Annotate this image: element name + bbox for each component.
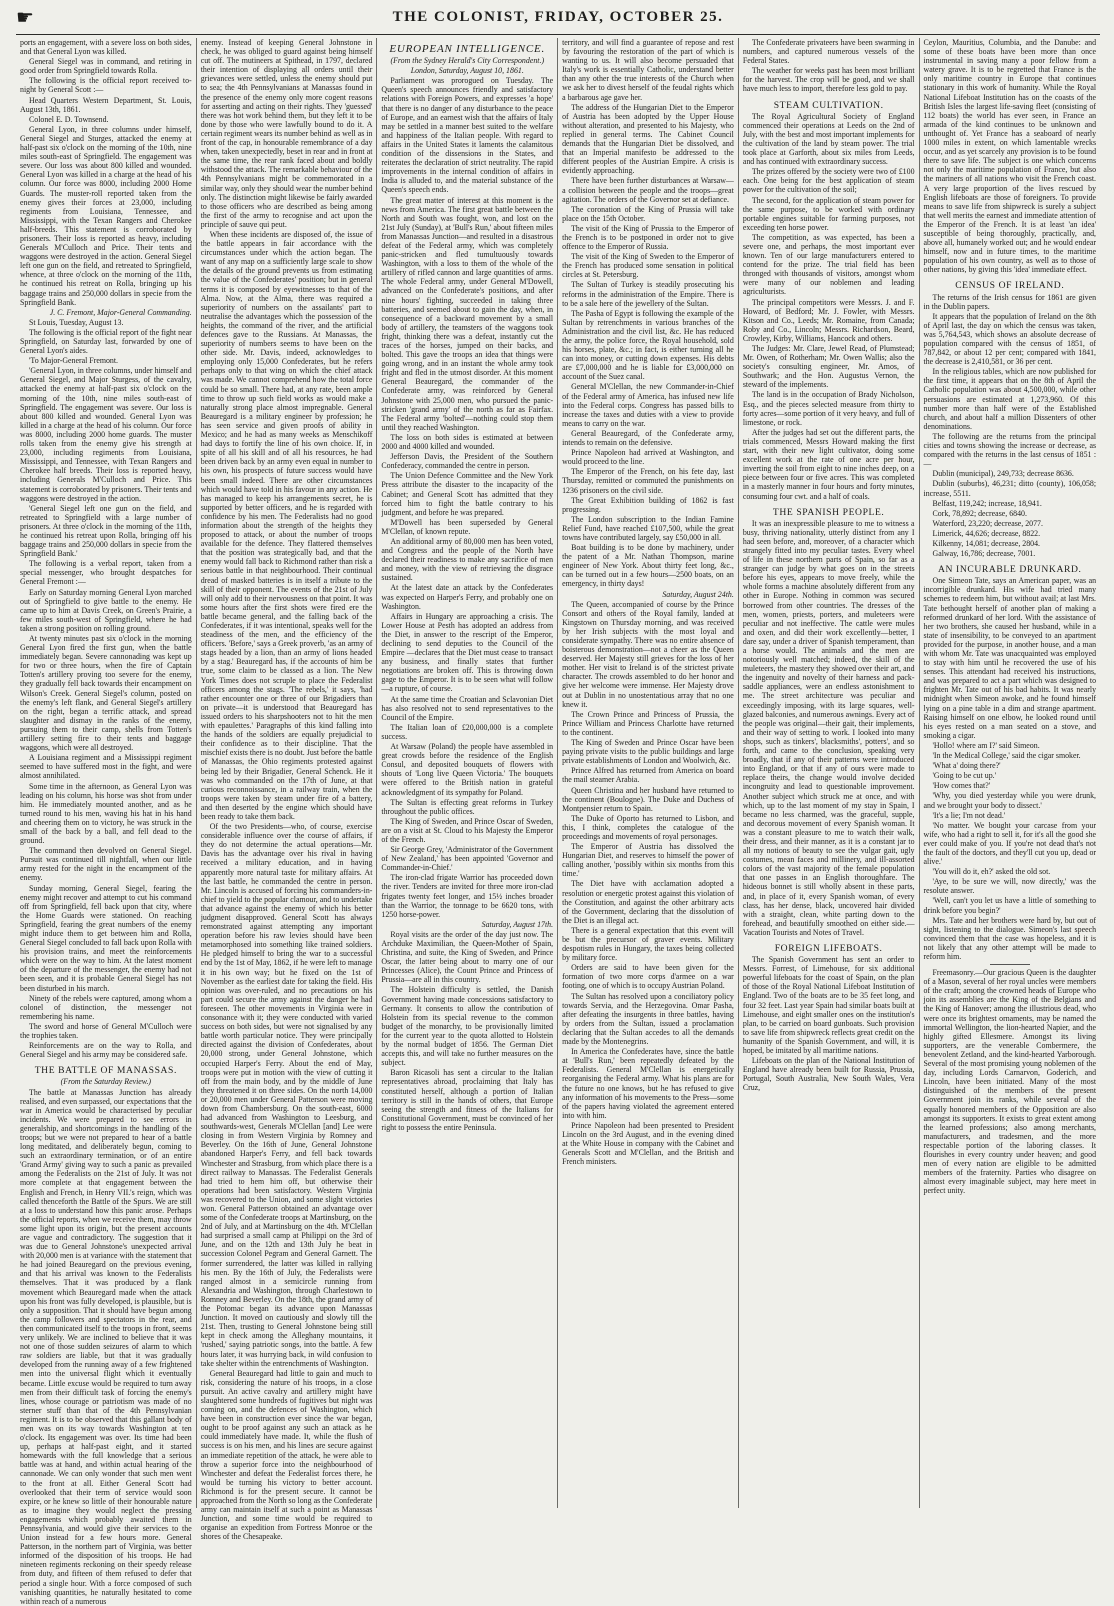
article-paragraph: The weather for weeks past has been most brilliant for the harvest. The crop will be good, and we shall have much less to import, therefore less gold to pay. — [742, 66, 915, 94]
article-paragraph: Parliament was prorogued on Tuesday. The Queen's speech announces friendly and satisfactory relations with Foreign Powers, and expresses 'a hope' that there is no danger of any disturbance to the peace of Europe, and an earnest wish that the affairs of Italy may be settled in a manner best suited to the welfare and happiness of the Italian people. With regard to affairs in the United States it laments the calamitous condition of the dissensions in the States, and reiterates the declaration of strict neutrality. The rapid improvements in the internal condition of affairs in India is alluded to, and the material substance of the Queen's speech ends. — [381, 76, 554, 195]
article-paragraph: The Sultan has resolved upon a conciliatory policy towards Servia, and the Herzegovina. Omar Pasha, after defeating the insurgents in three battles, having by orders from the Sultan, issued a proclamation declaring that the Sultan accedes to all the demands made by the Montenegrins. — [562, 991, 734, 1047]
article-paragraph: The land is in the occupation of Brady Nicholson, Esq., and the pieces selected measure from thirty to forty acres—some portion of it very heavy, and full of limestone, or rock. — [742, 390, 915, 427]
article-paragraph: General M'Clellan, the new Commander-in-Chief of the Federal army of America, has infused new life into the Federal corps. Congress has passed bills to increase the taxes and duties with a view to provide means to carry on the war. — [562, 382, 734, 428]
article-paragraph: Mrs. Tate and her brothers were hard by, but out of sight, listening to the dialogue. Simeon's last speech convinced them that the case was hopeless, and it is not likely that any other attempt will be made to reform him. — [923, 915, 1097, 961]
article-paragraph: In America the Confederates have, since the battle at 'Bull's Run,' been repeatedly defeated by the Federalists. General M'Clellan is energetically reorganising the Federal army. What his plans are for the future no one knows, but he has refused to give any information of his movements to the Press—some of the papers having violated the agreement entered into with him. — [562, 1047, 734, 1120]
column-3 — [377, 38, 558, 1508]
article-paragraph: Freemasonry.—Our gracious Queen is the daughter of a Mason, several of her royal uncles were members of the craft; among the crowned heads of Europe who join its assemblies are the King of the Belgians and the King of Hanover; among the illustrious dead, who were once its brightest ornaments, may be named the immortal Wellington, the lion-hearted Napier, and the highly gifted Ellesmere. Amongst its living supporters, are the venerable Combermere, the benevolent Zetland, and the kind-hearted Yarborough. Several of the most promising young noblemen of the day, including Lords Carnarvon, Goderich, and Lincoln, have been initiated. Many of the most distinguished of the members of the present Government join its ranks, while several of the equally honored members of the Opposition are also amongst its supporters. It exists to great extent among the learned professions; also among merchants, manufacturers, and tradesmen, and the more respectable portion of the laboring classes. It flourishes in every country under heaven; and good men of every nation are eligible to be admitted members of the fraternity. Parties who disagree on almost every imaginable subject, may here meet in perfect unity. — [923, 968, 1097, 1196]
article-paragraph: The London subscription to the Indian Famine Relief Fund, have reached £107,500, while the great towns have contributed largely, say £50,000 in all. — [562, 514, 734, 542]
article-paragraph: The battle at Manassas Junction has already realised, and even surpassed, our expectations that the war in America would be characterised by peculiar incidents. We were prepared to see errors in generalship, and shortcomings in the handling of the troops; but we were not prepared to hear of a battle long meditated, and deliberately begun, coming to such an extraordinary termination, or of an entire 'Grand Army' giving way to such a panic as prevailed among the Federalists on the 21st of July. It was not more complete at that engagement between the English and French, in Henry VII.'s reign, which was called thenceforth the Battle of the Spurs. We are still at a loss to understand how this panic arose. Perhaps the official reports, when we receive them, may throw some light upon its origin, but the present accounts are vague and contradictory. The suggestion that it was due to General Johnstone's unexpected arrival with 20,000 men is at variance with the statement that he had joined Beauregard on the previous evening, and that his arrival was known to the Federalists themselves. That it was produced by a flank movement which Beauregard made when the attack upon his front was fully developed, is plausible, but is only a supposition. That it should have begun among the camp followers and spectators in the rear, and then communicated itself to the troops in front, seems very unlikely. We are inclined to believe that it was not one of those sudden seizures of alarm to which raw soldiers are liable, but that it was gradually developed from the running away of a few frightened men into the universal flight which it eventually became. Little excuse would be required to turn away men from their difficult task of forcing the enemy's lines, whose courage or patriotism was made of no sterner stuff than that of the 4th Pennsylvanian regiment. It is to be observed that this gallant body of men was on its way towards Washington at ten o'clock. Its engagement was over. Its time had been up, perhaps at half-past eight, and it started homewards with the full knowledge that a serious battle was at hand, and within actual hearing of the cannonade. We can only wonder that such men went to the front at all. Either General Scott had overlooked that their term of service would soon expire, or he knew so little of their honourable nature as to imagine they would neglect the pressing engagements which probably awaited them in Pennsylvania, and would give their services to the Union instead for a few hours more. General Patterson, in the northern part of Virginia, was better informed of the disposition of his troops. He had nineteen regiments reckoning on their speedy release from duty, and fifteen of them refused to defer that period a single hour. With a force composed of such vanishing quantities, he naturally hesitated to come within reach of a numerous — [20, 1087, 192, 1606]
column-5 — [739, 38, 920, 1508]
article-paragraph: Dublin (municipal), 249,733; decrease 8636. — [932, 469, 1074, 479]
column-6 — [920, 38, 1101, 1508]
article-paragraph: The King of Sweden, and Prince Oscar of Sweden, are on a visit at St. Cloud to his Majesty the Emperor of the French. — [381, 816, 554, 844]
article-paragraph: There is a general expectation that this event will be but the precursor of graver events. Military despotism rules in Hungary, the taxes being collected by military force. — [562, 925, 734, 963]
article-paragraph: The command then devolved on General Siegel. Pursuit was continued till nightfall, when our little army rested for the night in the encampment of the enemy. — [20, 846, 192, 883]
article-paragraph: Kilkenny, 14,081; decrease, 2804. — [932, 538, 1041, 548]
article-paragraph: After the judges had set out the different parts, the trials commenced, Messrs Howard making the first start, with their new light cultivator, doing some excellent work at the rate of one acre per hour, inverting the soil from eight to nine inches deep, on a piece between four or five acres. This was completed in a masterly manner in four hours and forty minutes, consuming four cwt. and a half of coals. — [742, 427, 915, 501]
article-paragraph: 'How comes that?' — [932, 781, 991, 791]
article-paragraph: The Spanish Government has sent an order to Messrs. Forrest, of Limehouse, for six additional powerful lifeboats for the coast of Spain, on the plan of those of the Royal National Lifeboat Institution of England. Two of the boats are to be 35 feet long, and four 32 feet. Last year Spain had similar boats built at Limehouse, and eight smaller ones on the institution's plan, to be carried on board gunboats. Such provision to save life from shipwreck reflects great credit on the humanity of the Spanish Government, and will, it is hoped, be imitated by all maritime nations. — [742, 955, 915, 1056]
article-paragraph: Prince Alfred has returned from America on board the mail steamer Arabia. — [562, 766, 734, 785]
article-paragraph: The sword and horse of General M'Culloch were the trophies taken. — [20, 1021, 192, 1041]
article-paragraph: The Royal Agricultural Society of England commenced their operations at Leeds on the 2nd of July, with the best and most important implements for the cultivation of the land by steam power. The trial took place at Garforth, about six miles from Leeds, and has continued with extraordinary success. — [742, 111, 915, 167]
article-paragraph: The Holstein difficulty is settled, the Danish Government having made concessions satisfactory to Germany. It consents to allow the contribution of Holstein from its special revenue to the common budget of the monarchy, to be provisionally limited for the current year to the quota allotted to Holstein by the normal budget of 1856. The German Diet accepts this, and will take no further measures on the subject. — [381, 985, 554, 1068]
article-paragraph: Some time in the afternoon, as General Lyon was leading on his column, his horse was shot from under him. He immediately mounted another, and as he turned round to his men, waving his hat in his hand and cheering them on to victory, he was struck in the small of the back by a ball, and fell dead to the ground. — [20, 781, 192, 846]
article-paragraph: Cork, 78,892; decrease, 6840. — [932, 508, 1027, 518]
article-paragraph: The iron-clad frigate Warrior has proceeded down the river. Tenders are invited for three more iron-clad frigates twenty feet longer, and 15½ inches broader than the Warrior, the tonnage to be 6620 tons, with 1250 horse-power. — [381, 873, 554, 919]
column-2 — [197, 38, 378, 1542]
article-paragraph: 'What a' doing there?' — [932, 761, 1001, 771]
article-paragraph: Belfast, 119,242; increase, 18,941. — [932, 498, 1042, 508]
article-paragraph: Ninety of the rebels were captured, among whom a colonel of distinction, the messenger not remembering his name. — [20, 993, 192, 1021]
article-paragraph: Waterford, 23,220; decrease, 2077. — [932, 518, 1043, 528]
article-paragraph: At the latest date an attack by the Confederates was expected on Harper's Ferry, and probably one on Washington. — [381, 583, 554, 611]
article-paragraph: Of the two Presidents—who, of course, exercise considerable influence over the course of affairs, if they do not determine the actual operations—Mr. Davis has the advantage over his rival in having received a military education, and in having apparently more natural taste for military affairs. At the last battle, he commanded the centre in person. Mr. Lincoln is accused of forcing his commanders-in-chief to yield to the popular clamour, and to undertake that advance against the enemy of which his better judgment disapproved. General Scott has always remonstrated against attempting any important operation before his raw levies should have been metamorphosed into something like trained soldiers. He pledged himself to bring the war to a successful end by the 1st of May, 1862, if he were left to manage it in his own way; but he fixed on the 1st of November as the earliest date for taking the field. His opinion was over-ruled, and no precautions on his part could secure the army against the danger he had foreseen. The other movements in Virginia were in consonance with it; they were conducted with varied success on both sides, but were not signalised by any battle worth particular notice. They were principally directed against the division of Confederates, about 20,000 strong, under General Johnstone, which occupied Harper's Ferry. About the end of May, troops were put in motion with the view of cutting it off from the main body, and by the middle of June they threatened it on three sides. On the north 14,000 or 20,000 men under General Patterson were moving down from Chambersburg. On the south-east, 6000 had advanced from Washington to Leesburg, and southwards-west, Generals M'Clellan [and] Lee were closing in from Western Virginia by Romney and Beverley. On the 16th of June, General Johnstone abandoned Harper's Ferry, and fell back towards Winchester and Strasburg, from which place there is a direct railway to Manassas. The Federalist Generals had tried to hem him off, but otherwise their operations had been satisfactory. Western Virginia was recovered to the Union, and some slight victories won. General Patterson obtained an advantage over some of the Confederate troops at Martinsburg, on the 2nd of July, and at Martinsburg on the 4th. M'Clellan had surprised a small camp at Philippi on the 3rd of June, and on the 12th and 13th July he beat in succession Colonel Pegram and General Garnett. The former surrendered, the latter was killed in rallying his men. By the 16th of July, the Federalists were ranged almost in a semicircle running from Alexandria and Washington, through Charlestown to Romney and Beverley. On the 18th, the grand army of the Potomac began its advance upon Manassas Junction. It moved on cautiously and slowly till the 21st. Then, trusting to General Johnstone being still kept in check among the Alleghany mountains, it 'rushed,' saying patriotic songs, into the battle. A few hours later, it was hurrying back, in wild confusion to take shelter within the entrenchments of Washington. — [200, 822, 373, 1368]
article-paragraph: Early on Saturday morning General Lyon marched out of Springfield to give battle to the enemy. He came up to him at Davis Creek, on Green's Prairie, a few miles south-west of Springfield, where he had taken a strong position on rolling ground. — [20, 587, 192, 633]
article-paragraph: A Louisiana regiment and a Mississippi regiment seemed to have suffered most in the fight, and were almost annihilated. — [20, 753, 192, 781]
article-paragraph: 'Going to be cut up.' — [932, 771, 997, 781]
article-paragraph: An additional army of 80,000 men has been voted, and Congress and the people of the North have declared their readiness to make any sacrifice of men and money, with the view of retrieving the disgrace sustained. — [381, 536, 554, 583]
article-paragraph: (From the Sydney Herald's City Correspondent.) — [390, 56, 545, 66]
article-paragraph: The Sultan of Turkey is steadily prosecuting his reforms in the administration of the Empire. There is to be a sale here of the jewellery of the Sultan. — [562, 280, 734, 308]
article-paragraph: The following is a verbal report, taken from a special messenger, who brought despatches for General Fremont :— — [20, 559, 192, 587]
article-paragraph: General Lyon, in three columns under himself, General Siegel and Sturges, attacked the enemy at half-past six o'clock on the morning of the 10th, nine miles south-east of Springfield. The engagement was severe. Our loss was about 800 killed and wounded. General Lyon was killed in a charge at the head of his column. Our force was 8000, including 2000 Home Guards. The muster-roll reported taken from the enemy gives their forces at 23,000, including regiments from Louisiana, Tennessee, and Mississippi, with the Texan Rangers and Cherokee half-breeds. This statement is corroborated by prisoners. Their loss is reported as heavy, including Generals M'Culloch and Price. Their tents and waggons were destroyed in the action. General Siegel left one gun on the field, and retreated to Springfield, whence, at three o'clock on the morning of the 11th, he continued his retreat on Rolla, bringing up his baggage trains and 250,000 dollars in specie from the Springfield Bank. — [20, 124, 192, 307]
article-paragraph: Affairs in Hungary are approaching a crisis. The Lower House at Pesth has adopted an address from the Diet, in answer to the rescript of the Emperor, declining to send deputies to the Council of the Empire —declares that the Diet must cease to transact any business, and finally states that further negotiations are broken off. This is throwing down gage to the Emperor. It is to be seen what will follow—a rupture, of course. — [381, 611, 554, 694]
article-paragraph: The following is the official report received to-night by General Scott :— — [20, 76, 192, 95]
article-paragraph: It was an inexpressible pleasure to me to witness a busy, thriving nationality, utterly distinct from any I had seen before, and, moreover, of a character which strangely fitted into my peculiar tastes. Every wheel of life in these northern parts of Spain, so far as a stranger can judge by what goes on in the streets before his eyes, appears to move freely, while the whole forms a machine absolutely different from any other in Europe. Nothing in common was secured borrowed from other countries. The dresses of the men, women, priests, porters, and muleteers were peculiar and not ineffective. The cattle were mules and oxen, and did their work excellently—better, I dare say, under a driver of Spanish temperament, than a horse would. The animals and the men are notoriously well matched; indeed, the skill of the muleteers, the mastery they showed over their art, and the ingenuity and novelty of their harness and pack-saddle appliances, were an endless astonishment to me. The street architecture was peculiar and exceedingly imposing, with its large squares, well-glazed balconies, and numerous awnings. Every act of the people was original—their gait, their implements, and their way of setting to work. I looked into many shops, such as tinkers', blacksmiths', potters', and so forth, and came to the conclusion, speaking very broadly, that if any of their patterns were introduced into England, or that if any of ours were made to replace theirs, the change would involve decided incongruity and lead to questionable improvement. Another subject which struck me at once, and with which, up to the last moment of my stay in Spain, I became no less charmed, was the graceful, supple, and decorous movement of every Spanish woman. It was a constant pleasure to me to watch their walk, their dress, and their manner, as it is a constant jar to all my notions of beauty to see the vulgar gait, ugly costumes, mean faces and millinery, and ill-assorted colors of the vast majority of the female population that one passes in an English thoroughfare. The hideous bonnet is still wholly absent in these parts, and, in place of it, every Spanish woman, of every class, has her dense, black, uncovered hair divided with a straight, clean, white parting down to the forehead, and beautifully smoothed on either side.—Vacation Tourists and Notes of Travel. — [742, 518, 915, 937]
article-paragraph: St Louis, Tuesday, August 13. — [29, 317, 124, 327]
article-paragraph: The Diet have with acclamation adopted a resolution or energetic protest against this violation of the Constitution, and against the other arbitrary acts of the Government, declaring that the dissolution of the Diet is an illegal act. — [562, 879, 734, 925]
article-paragraph: Dublin (suburbs), 46,231; ditto (county), 106,058; increase, 5511. — [923, 479, 1097, 498]
hand-pointer-icon: ☛ — [16, 6, 34, 29]
article-paragraph: The principal competitors were Messrs. J. and F. Howard, of Bedford; Mr. J. Fowler, with Messrs. Kitson and Co., Leeds; Mr. Romaine, from Canada; Roby and Co., Lincoln; Messrs. Richardson, Beard, Crowley, Kirby, Williams, Hancock and others. — [742, 297, 915, 343]
article-paragraph: 'It's a lie; I'm not dead.' — [932, 810, 1006, 820]
article-paragraph: 'To Major-General Fremont. — [29, 356, 119, 366]
article-paragraph: Saturday, August 17th. — [481, 919, 554, 929]
article-paragraph: The second, for the application of steam power for the same purpose, to be worked with ordinary portable engines suitable for farming purposes, not exceeding ten horse power. — [742, 195, 915, 232]
article-paragraph: At Warsaw (Poland) the people have assembled in great crowds before the residence of the English Consul, and deposited bouquets of flowers with shouts of 'Long live Queen Victoria.' The bouquets were offered to the British nation in grateful acknowledgment of its sympathy for Poland. — [381, 742, 554, 797]
article-paragraph: The Judges: Mr. Clare, Jewel Read, of Plumstead; Mr. Owen, of Rotherham; Mr. Owen Wallis; also the society's consulting engineer, Mr. Amos, of Southwark; and the Hon. Augustus Vernon, the steward of the implements. — [742, 344, 915, 390]
article-paragraph: Prince Napoleon had arrived at Washington, and would proceed to the line. — [562, 448, 734, 467]
article-paragraph: territory, and will find a guarantee of repose and rest by favouring the restoration of the part of which is wanting to us. It will also become persuaded that Italy's work is essentially Catholic, understand better than any other the true interests of the Church when we ask her to divest herself of the feudal rights which a barbarous age gave her. — [562, 38, 734, 102]
article-paragraph: The Crown Prince and Princess of Prussia, the Prince William and Princess Charlotte have returned to the continent. — [562, 709, 734, 737]
article-paragraph: The Queen, accompanied of course by the Prince Consort and others of the Royal family, landed at Kingstown on Thursday morning, and was received by her Irish subjects with the most loyal and considerate sympathy. There was no entire absence of boisterous demonstration—not a cheer as the Queen deserved. Her Majesty still grieves for the loss of her mother. Her visit to Ireland is of the strictest private character. The crowds assembled to do her honor and give her welcome were immense. Her Majesty drove out at Dublin in no unostentatious array that no one knew it. — [562, 599, 734, 709]
article-paragraph: The great matter of interest at this moment is the news from America. The first great battle between the North and South was fought, won, and lost on the 21st July (Sunday), at 'Bull's Run,' about fifteen miles from Manassas Junction—and resulted in a disastrous defeat of the Federal army, which was completely panic-stricken and fled tumultuously towards Washington, with a loss to them of the whole of the artillery of rifled cannon and large quantities of arms. The whole Federal army, under General M'Dowell, advanced on the Confederate's positions, and after nine hours' fighting, succeeded in taking three batteries, and seemed about to gain the day, when, in consequence of a backward movement by a small body of artillery, the teamsters of the waggons took fright, thinking there was a defeat, instantly cut the traces of the horses, jumped on their backs, and bolted. This gave the troops an idea that things were going wrong, and in an instant the whole army took fright and fled in the utmost disorder. At this moment General Beauregard, the commander of the Confederate army, was reinforced by General Johnstone with 25,000 men, who pursued the panic-stricken 'grand army' of the north as far as Fairfax. The Federal army 'bolted'—nothing could stop them until they reached Washington. — [381, 195, 554, 432]
article-paragraph: The visit of the King of Prussia to the Emperor of the French is to be postponed in order not to give offence to the Emperor of Russia. — [562, 223, 734, 252]
article-paragraph: The Sultan is effecting great reforms in Turkey throughout the public offices. — [381, 797, 554, 816]
column-4 — [558, 38, 739, 1508]
section-heading: STEAM CULTIVATION. — [773, 99, 884, 111]
article-paragraph: 'Why, you died yesterday while you were drunk, and we brought your body to dissect.' — [923, 791, 1097, 810]
article-paragraph: The following are the returns from the principal cities and towns showing the increase or decrease, as compared with the returns in the last census of 1851 :— — [923, 431, 1097, 469]
article-paragraph: The Pasha of Egypt is following the example of the Sultan by retrenchments in various branches of the Administration and the civil list, &c. He has reduced the army, the police force, the Royal household, sold his horses, plate, &c.; in fact, is either turning all he can into money, or cutting down expenses. His debts are £7,000,000 and he is liable for £3,000,000 on account of the Suez canal. — [562, 308, 734, 382]
article-paragraph: Reinforcements are on the way to Rolla, and General Siegel and his army may be considered safe. — [20, 1041, 192, 1060]
page-title: THE COLONIST, FRIDAY, OCTOBER 25. — [392, 8, 724, 25]
article-paragraph: At twenty minutes past six o'clock in the morning General Lyon fired the first gun, when the battle immediately began. Severe cannonading was kept up for two or three hours, when the fire of Captain Totten's artillery proving too severe for the enemy, they gradually fell back towards their encampment on Wilson's Creek. General Siegel's column, posted on the enemy's left flank, and General Siegel's artillery on the right, began a terrific attack, and spread slaughter and dismay in the ranks of the enemy, pursuing them to their camp, shells from Totten's artillery setting fire to their tents and baggage waggons, which were all destroyed. — [20, 634, 192, 753]
article-paragraph: The Italian loan of £20,000,000 is a complete success. — [381, 722, 554, 741]
article-paragraph: Sunday morning, General Siegel, fearing the enemy might recover and attempt to cut his command off from Springfield, fell back upon that city, where the Home Guards were stationed. On reaching Springfield, fearing the great numbers of the enemy might induce them to get between him and Rolla, General Siegel concluded to fall back upon Rolla with his provision trains, and meet the reinforcements which were on the way to him. At the latest moment of the departure of the messenger, the enemy had not been seen, and it is probable General Siegel has not been disturbed in his march. — [20, 883, 192, 993]
article-paragraph: 'General Lyon, in three columns, under himself and General Siegel, and Major Sturgess, of the cavalry, attacked the enemy at half-past six o'clock on the morning of the 10th, nine miles south-east of Springfield. The engagement was severe. Our loss is about 800 killed and wounded. General Lyon was killed in a charge at the head of his column. Our force was 8000, including 2000 home guards. The muster rolls taken from the enemy give his strength at 23,000, including regiments from Louisiana, Mississippi, and Tennessee, with Texan Rangers and Cherokee half breeds. Their loss is reported heavy, including Generals M'Culloch and Price. This statement is corroborated by prisoners. Their tents and waggons were destroyed in the action. — [20, 366, 192, 503]
article-paragraph: 'You will do it, eh?' asked the old sot. — [932, 867, 1051, 877]
article-paragraph: enemy. Instead of keeping General Johnstone in check, he was obliged to guard against being himself cut off. The mutineers at Spithead, in 1797, declared their intention of displaying all orders until their grievances were settled, unless the enemy should put to sea; the 4th Pennsylvanians at Manassas found in the presence of the enemy only more cogent reasons for asserting and acting on their rights. They 'guessed' there was hot work behind them, but they left it to be done by those who were lawfully bound to do it. A certain regiment wears its number behind as well as in front of the cap, in honourable remembrance of a day when, taken unexpectedly, beset in rear and in front at the same time, the rear rank faced about and boldly withstood the attack. The remarkable behaviour of the 4th Pennsylvanians might be commemorated in a similar way, only they should wear the number behind only. The distinction might likewise be fairly awarded to those officers who are described as being among the first of the army to recognise and act upon the principle of sauve qui peut. — [200, 38, 373, 229]
article-paragraph: Lifeboats on the plan of the National Institution of England have already been built for Russia, Prussia, Portugal, South Australia, New South Wales, Vera Cruz, — [742, 1056, 915, 1093]
article-paragraph: Sir George Grey, 'Administrator of the Government of New Zealand,' has been appointed 'Governor and Commander-in-Chief.' — [381, 845, 554, 873]
article-paragraph: M'Dowell has been superseded by General M'Clellan, of known repute. — [381, 517, 554, 536]
divider — [990, 964, 1030, 965]
article-paragraph: At the same time the Croatian and Sclavonian Diet has also resolved not to send representatives to the Council of the Empire. — [381, 694, 554, 722]
article-paragraph: The competition, as was expected, has been a severe one, and perhaps, the most important ever known. Ten of our large manufacturers entered to contend for the prize. The trial field has been thronged with thousands of visitors, amongst whom were many of our noblemen and leading agriculturists. — [742, 232, 915, 297]
article-paragraph: Boat building is to be done by machinery, under the patent of a Mr. Nathan Thompson, marine engineer of New York. About thirty feet long, &c., can be turned out in a few hours—2500 boats, on an emergency, in thirty days! — [562, 543, 734, 589]
article-paragraph: 'Hollo! where am I?' said Simeon. — [932, 740, 1040, 750]
article-paragraph: 'Aye, to be sure we will, now directly,' was the resolute answer. — [923, 877, 1097, 896]
article-paragraph: There have been further disturbances at Warsaw—a collision between the people and the troops—great agitation. The orders of the Governor set at defiance. — [562, 176, 734, 204]
article-paragraph: The loss on both sides is estimated at between 2000 and 4000 killed and wounded. — [381, 432, 554, 452]
article-paragraph: Royal visits are the order of the day just now. The Archduke Maximilian, the Queen-Mother of Spain, Christina, and suite, the King of Sweden, and Prince Oscar, the latter being about to marry one of our Princesses (Alice), the Count Prince and Princess of Prussia—are all in this country. — [381, 929, 554, 985]
article-paragraph: General Beauregard, of the Confederate army, intends to remain on the defensive. — [562, 428, 734, 448]
column-1 — [16, 38, 197, 1606]
article-paragraph: The Emperor of the French, on his fete day, last Thursday, remitted or commuted the punishments on 1236 prisoners on the civil side. — [562, 467, 734, 495]
article-paragraph: 'No matter. We bought your carcase from your wife, who had a right to sell it, for it's all the good she ever could make of you. If you're not dead that's not the fault of the doctors, and they'll cut you up, dead or alive.' — [923, 820, 1097, 867]
article-paragraph: J. C. Fremont, Major-General Commanding. — [49, 307, 192, 317]
article-paragraph: Queen Christina and her husband have returned to the continent (Boulogne). The Duke and Duchess of Montpensier return to Spain. — [562, 785, 734, 813]
article-paragraph: It appears that the population of Ireland on the 8th of April last, the day on which the census was taken, was 5,764,543, which shows an absolute decrease of population compared with the census of 1851, of 787,842, or about 12 per cent; compared with 1841, the decrease is 2,410,581, or 36 per cent. — [923, 311, 1097, 367]
section-heading: CENSUS OF IRELAND. — [955, 280, 1065, 292]
article-paragraph: One Simeon Tate, says an American paper, was an incorrigible drunkard. His wife had tried many schemes to redeem him, but without avail; at last Mrs. Tate bethought herself of another plan of making a reformed drunkard of her lord. With the assistance of her two brothers, she caused her husband, while in a state of insensibility, to be conveyed to an apartment provided for the purpose, in another house, and a man with whom Mr. Tate was unacquainted was employed to stay with him until he recovered the use of his senses. This attendant had received his instructions, and was prepared to act a part which was designed to frighten Mr. Tate out of his bad habits. It was nearly midnight when Simeon awoke, and he found himself lying on a pine table in a dim and strange apartment. Raising himself on one elbow, he looked round until his eyes rested on a man seated on a stove, and smoking a cigar. — [923, 576, 1097, 740]
section-heading: AN INCURABLE DRUNKARD. — [938, 564, 1082, 576]
article-paragraph: Baron Ricasoli has sent a circular to the Italian representatives abroad, proclaiming that Italy has constituted herself, although a portion of Italian territory is still in the hands of others, that Europe seeing the strength and fitness of the Italians for Constitutional Government, must be convinced of her right to possess the entire Peninsula. — [381, 1068, 554, 1132]
article-paragraph: General Beauregard had little to gain and much to risk, considering the nature of his troops, in a close pursuit. An active cavalry and artillery might have slaughtered some hundreds of fugitives but night was coming on, and the defences of Washington, which have been in construction ever since the war began, ought to be proof against any such an attack as he could immediately have made. It, while the flush of success is on his men, and his lines are secure against an immediate repetition of the attack, he were able to throw a superior force into the neighbourhood of Winchester and defeat the Federalist forces there, he would be turning his victory to better account. Richmond is for the present secure. It cannot be approached from the North so long as the Confederate army can maintain itself at such a point as Manassas Junction, and some time would be required to organise an expedition from Fortress Monroe or the shores of the Chesapeake. — [200, 1368, 373, 1542]
article-paragraph: Prince Napoleon had been presented to President Lincoln on the 3rd August, and in the evening dined at the White House in company with the Cabinet and Generals Scott and M'Clellan, and the British and French ministers. — [562, 1120, 734, 1167]
article-paragraph: The Union Defence Committee and the New York Press attribute the disaster to the incapacity of the Cabinet; and General Scott has admitted that they forced him to fight the battle contrary to his judgment, and before he was prepared. — [381, 471, 554, 517]
article-paragraph: Jefferson Davis, the President of the Southern Confederacy, commanded the centre in person. — [381, 452, 554, 471]
article-paragraph: Colonel E. D. Townsend. — [29, 114, 109, 124]
article-paragraph: Limerick, 44,626; decrease, 8822. — [932, 528, 1041, 538]
article-paragraph: 'General Siegel left one gun on the field, and retreated to Springfield with a large number of prisoners. At three o'clock in the morning of the 11th, he continued his retreat upon Rolla, bringing off his baggage trains and 250,000 dollars in specie from the Springfield Bank.' — [20, 503, 192, 559]
page-header — [16, 0, 1100, 35]
article-paragraph: In the religious tables, which are now published for the first time, it appears that on the 8th of April the Catholic population was about 4,500,000, while other persuasions are estimated at 1,273,960. Of this number more than half were of the Established church, and about half a million Dissenters of other denominations. — [923, 367, 1097, 431]
article-paragraph: Galway, 16,786; decrease, 7001. — [932, 549, 1036, 559]
article-paragraph: Saturday, August 24th. — [662, 589, 734, 599]
article-paragraph: 'In the Medical College,' said the cigar smoker. — [932, 751, 1081, 761]
section-heading: THE BATTLE OF MANASSAS. — [34, 1065, 177, 1077]
article-paragraph: The visit of the King of Sweden to the Emperor of the French has produced some sensation in political circles at St. Petersburg. — [562, 252, 734, 280]
article-paragraph: The returns of the Irish census for 1861 are given in the Dublin papers. — [923, 292, 1097, 311]
article-paragraph: London, Saturday, August 10, 1861. — [410, 66, 524, 76]
article-paragraph: Head Quarters Western Department, St. Louis, August 13th, 1861. — [20, 95, 192, 114]
section-heading: EUROPEAN INTELLIGENCE. — [389, 43, 546, 55]
article-paragraph: The Duke of Oporto has returned to Lisbon, and this, I think, completes the catalogue of the proceedings and movements of royal personages. — [562, 813, 734, 841]
article-paragraph: The Confederate privateers have been swarming in numbers, and captured numerous vessels of the Federal States. — [742, 38, 915, 66]
article-paragraph: General Siegel was in command, and retiring in good order from Springfield towards Rolla. — [20, 57, 192, 76]
article-paragraph: When these incidents are disposed of, the issue of the battle appears in fair accordance with the circumstances under which the action began. The want of any map on a sufficiently large scale to show the details of the ground prevents us from estimating the value of the Confederates' position; but in general terms it is composed by eyewitnesses to that of the Alma. Now, at the Alma, there was required a superiority of numbers on the assailants' part to neutralise the advantages which the possession of the heights, the command of the river, and the artificial defences gave to the Russians. At Manassas, the superiority of numbers seems to have been on the other side. Mr. Davis, indeed, acknowledges to employing only 15,000 Confederates, but he refers perhaps only to that wing on which the chief attack was made. We cannot comprehend how the total force could be so small. There had, at any rate, been ample time to throw up such field works as would make a naturally strong place almost impregnable. General Beauregard is a military engineer by profession; he has seen service and given proofs of ability in Mexico; and he had as many weeks as Menschikoff had days to fortify the line of his own choice. If, in spite of all his skill and of all his resources, he had been driven back by an army even equal in number to his own, his prospects of future success would have been small indeed. There are other circumstances which would have told in his favour in any action. He has managed to keep his arrangements secret, he is supported by better officers, and he is regarded with confidence by his men. The Federalists had no good information about the strength of the heights they proposed to attack, or about the number of troops available for the defence. They flattered themselves that the position was strategically bad, and that the enemy would fall back to Richmond rather than risk a serious battle in that neighbourhood. Their continual dread of masked batteries is in itself a tribute to the skill of their opponent. The events of the 21st of July will only add to their nervousness on that point. It was some hours after the first shots were fired ere the battle became general, and the falling back of the Confederates, if it was intentional, speaks well for the steadiness of the men, and the efficiency of the officers. 'Before,' says a Greek proverb, 'as an army of stags headed by a lion, than an army of lions headed by a stag.' Beauregard has, if the accounts of him be true, some claim to be classed as a lion. The New York Times does not scruple to place the Federalist officers among the stags. 'The rebels,' it says, 'had rather encounter one or three of our Brigadiers than on private—it is understood that Beauregard has issued orders to his sharpshooters not to hit the men with epaulettes.' Paragraphs of this kind falling into the hands of the soldiers are equally prejudicial to their confidence as to their discipline. That the mischief exists there is no doubt. Just before the battle of Manassas, the Ohio regiments protested against being led by their Brigadier, General Schenck. He it was who commanded on the 17th of June, at that curious reconnoissance, in a railway train, when the troops were taken by steam under fire of a battery, and then deserted by the engine which should have been ready to take them back. — [200, 229, 373, 821]
article-paragraph: Orders are said to have been given for the formation of two more corps d'armee on a war footing, one of which is to occupy Austrian Poland. — [562, 963, 734, 991]
article-paragraph: The address of the Hungarian Diet to the Emperor of Austria has been adopted by the Upper House without alteration, and presented to his Majesty, who replied in general terms. The Cabinet Council demands that the Hungarian Diet be dissolved, and that an Imperial manifesto be addressed to the different peoples of the Austrian Empire. A crisis is evidently approaching. — [562, 102, 734, 176]
article-paragraph: The coronation of the King of Prussia will take place on the 15th October. — [562, 204, 734, 223]
article-paragraph: The following is the official report of the fight near Springfield, on Saturday last, forwarded by one of General Lyon's aides. — [20, 327, 192, 356]
article-paragraph: Ceylon, Mauritius, Columbia, and the Danube: and some of these boats have been more than once instrumental in saving many a poor fellow from a watery grave. It is to be regretted that France is the only maritime country in Europe that continues stationary in this work of humanity. While the Royal National Lifeboat Institution has on the coasts of the British Isles the largest life-saving fleet (consisting of 112 boats) the world has ever seen, in France an armada of the kind continues to be unknown and unthought of. Yet France has a seaboard of nearly 1000 miles in extent, on which lamentable wrecks occur, and as yet scarcely any provision is to be found there to save life. The subject is one which concerns not only the maritime population of France, but also the mariners of all nations who visit the French coast. A very large proportion of the lives rescued by English lifeboats are those of foreigners. To provide means to save life from shipwreck is surely a subject that well merits the earnest and immediate attention of the Emperor of the French. It is at least 'an idea' susceptible of being thoroughly, practically, and, above all, humanely worked out; and he would endear himself, now and in future times, to the maritime population of his own country, as well as to those of other nations, by giving this 'idea' immediate effect. — [923, 38, 1097, 275]
section-heading: THE SPANISH PEOPLE. — [772, 506, 885, 518]
article-columns — [16, 38, 1100, 1606]
article-paragraph: (From the Saturday Review.) — [60, 1077, 152, 1087]
article-paragraph: 'Well, can't you let us have a little of something to drink before you begin?' — [923, 896, 1097, 915]
section-heading: FOREIGN LIFEBOATS. — [774, 943, 883, 954]
article-paragraph: The Emperor of Austria has dissolved the Hungarian Diet, and reserves to himself the power of calling another, 'possibly within six months from this time.' — [562, 842, 734, 879]
article-paragraph: The Great Exhibition building of 1862 is fast progressing. — [562, 495, 734, 514]
article-paragraph: The prizes offered by the society were two of £100 each. One being for the best application of steam power for the cultivation of the soil; — [742, 167, 915, 195]
article-paragraph: The King of Sweden and Prince Oscar have been paying private visits to the public buildings and large private establishments of London and Woolwich, &c. — [562, 738, 734, 766]
article-paragraph: ports an engagement, with a severe loss on both sides, and that General Lyon was killed. — [20, 38, 192, 57]
